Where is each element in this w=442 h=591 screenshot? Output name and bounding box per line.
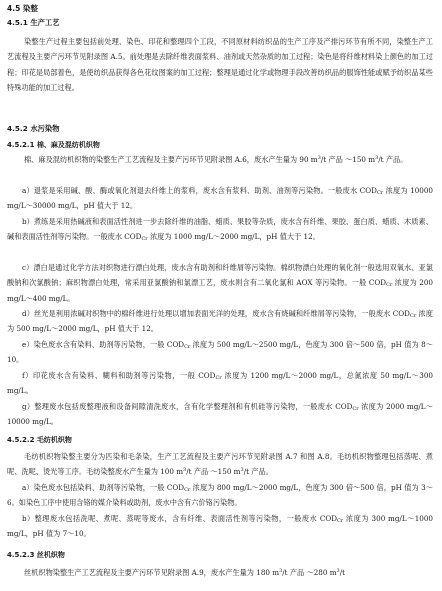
section-heading-4-5: 4.5 染整	[7, 4, 38, 13]
list-item-dyeing: e）染色废水含有染料、助剂等污染物，一般 $COD_{Cr}$ 浓度为 500 mg/L～2500 mg/L，色度为 300 倍～500 倍，pH 值为 8～10。	[7, 340, 433, 365]
paragraph-production-process: 染整生产过程主要包括前处理、染色、印花和整理四个工段，不同原材料纺织品的生产工序及产排污环节有所不同，染整生产工艺流程及主要产污环节见附录图 A.5。前处理是去除纤维表面浆料、油剂或天然杂质的加工过程；染色是将纤维材料染上颜色的加工过程；印花是局部着色，是使纺织品获得各色花纹图案的加工过程；整理是通过化学或物理手段改善纺织品的服饰性能或赋予纺织品某些特殊功能的加工过程。	[7, 37, 433, 93]
list-item-desizing: a）退浆是采用碱、酸、酶或氧化剂退去纤维上的浆料，废水含有浆料、助剂、油剂等污染物。一般废水 $COD_{Cr}$ 浓度为 10000 mg/L～30000 mg/L，pH 值大于 12。	[7, 186, 433, 211]
list-item-wool-dyeing: a）染色废水包括染料、助剂等污染物，一般 $COD_{Cr}$ 浓度为 800 mg/L～2000 mg/L，色度为 300 倍～500 倍，pH 值为 3～6。如染色工序中使用含铬的媒介染料或助剂，废水中含有六价铬污染物。	[7, 483, 433, 508]
list-item-bleaching: c）漂白是通过化学方法对织物进行漂白处理，废水含有助剂和纤维屑等污染物。棉织物漂白处理的氧化剂一般选用双氧水、亚氯酸钠和次氯酸钠；麻织物漂白处理，常采用亚氯酸钠和氯漂工艺，废水则含有二氧化氯和 AOX 等污染物。一般 $COD_{Cr}$ 浓度为 200 mg/L～400 mg/L。	[7, 263, 434, 303]
section-heading-4-5-2-2: 4.5.2.2 毛纺机织物	[7, 436, 72, 444]
list-item-scouring: b）煮练是采用热碱液和表面活性剂进一步去除纤维的油脂、蜡质、果胶等杂质，废水含有纤维、果胶、蛋白质、蜡质、木质素、碱和表面活性剂等污染物。一般废水 $COD_{Cr}$ 浓度为 1000 mg/L～2000 mg/L，pH 值大于 12。	[7, 217, 433, 243]
list-item-printing: f）印花废水含有染料、糊料和助剂等污染物，一般 $COD_{Cr}$ 浓度为 1200 mg/L～2000 mg/L，总氮浓度 50 mg/L～300 mg/L。	[7, 371, 433, 396]
paragraph-silk-intro: 丝机织物染整生产工艺流程及主要产污环节见附录图 A.9，废水产生量为 180 $m^3/t$ 产品 ～280 $m^3/t$	[24, 568, 346, 577]
list-item-finishing: g）整理废水包括废整理液和设备间隙清洗废水，含有化学整理剂和有机硅等污染物，一般废水 $COD_{Cr}$ 浓度为 2000 mg/L～10000 mg/L。	[7, 402, 433, 427]
list-item-wool-finishing: b）整理废水包括洗呢、煮呢、蒸呢等废水，含有纤维、表面活性剂等污染物，一般废水 $COD_{Cr}$ 浓度为 300 mg/L～1000 mg/L，pH 值为 7～10。	[7, 514, 433, 539]
paragraph-wool-intro: 毛纺机织物染整主要分为匹染和毛条染，生产工艺流程及主要产污环节见附录图 A.7 和图 A.8。毛纺机织物整理包括蒸呢、煮呢、洗呢、烫光等工序。毛纺染整废水产生量为 100 $m^3/t$ 产品 ～150 $m^3/t$ 产品。	[7, 452, 433, 477]
paragraph-cotton-intro: 棉、麻及混纺机织物的染整生产工艺流程及主要产污环节见附录图 A.6，废水产生量为 90 $m^3/t$ 产品 ～150 $m^3/t$ 产品。	[24, 155, 408, 164]
list-item-mercerizing: d）丝光是利用浓碱对织物中的棉纤维进行处理以增加表面光洋的处理，废水含有烧碱和纤维屑等污染物，一般废水 $COD_{Cr}$ 浓度为 500 mg/L～2000 mg/L，pH 值大于 12。	[7, 309, 433, 334]
section-heading-4-5-2: 4.5.2 水污染物	[7, 124, 60, 133]
section-heading-4-5-2-1: 4.5.2.1 棉、麻及混纺机织物	[7, 141, 100, 149]
section-heading-4-5-1: 4.5.1 生产工艺	[7, 18, 60, 27]
section-heading-4-5-2-3: 4.5.2.3 丝机织物	[7, 551, 65, 559]
